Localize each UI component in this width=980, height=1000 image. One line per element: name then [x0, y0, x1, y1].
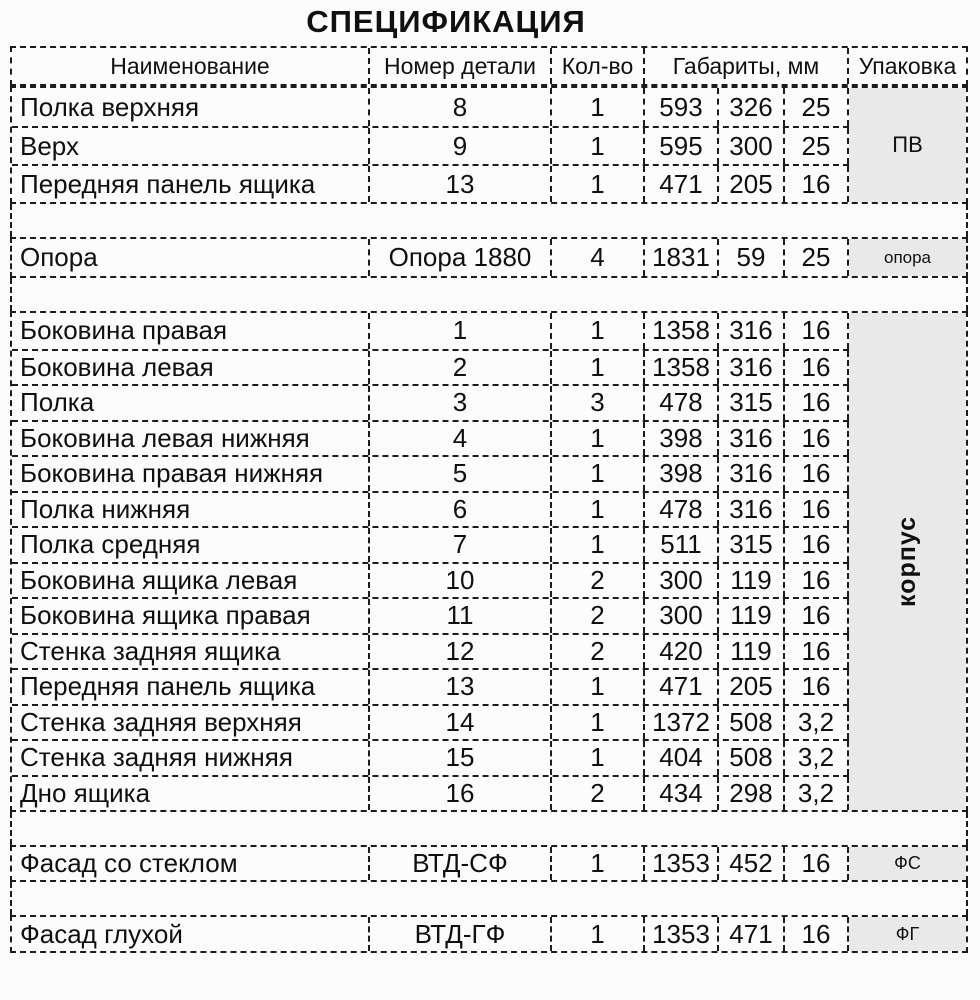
- table-row: [12, 491, 849, 527]
- cell-name: Дно ящика: [12, 777, 370, 811]
- cell-dim-length: 398: [645, 457, 719, 491]
- cell-part-number: 6: [370, 493, 552, 527]
- table-row: [12, 164, 849, 202]
- cell-dim-length: 471: [645, 166, 719, 202]
- cell-part-number: 8: [370, 88, 552, 126]
- cell-name: Боковина левая: [12, 351, 370, 385]
- cell-dim-thickness: 16: [785, 599, 849, 633]
- header-name: Наименование: [12, 48, 370, 84]
- table-row: [12, 349, 849, 385]
- cell-name: Боковина правая нижняя: [12, 457, 370, 491]
- cell-dim-length: 593: [645, 88, 719, 126]
- cell-qty: 4: [552, 239, 645, 276]
- cell-qty: 1: [552, 706, 645, 740]
- cell-qty: 1: [552, 422, 645, 456]
- specification-table: [10, 46, 968, 953]
- cell-dim-length: 511: [645, 528, 719, 562]
- cell-dim-length: 434: [645, 777, 719, 811]
- cell-name: Передняя панель ящика: [12, 166, 370, 202]
- cell-name: Полка нижняя: [12, 493, 370, 527]
- header-packaging: Упаковка: [858, 52, 957, 79]
- section-rows: [12, 313, 849, 810]
- cell-part-number: 11: [370, 599, 552, 633]
- packaging-cell-fs: ФС: [849, 847, 966, 880]
- cell-qty: 1: [552, 917, 645, 951]
- cell-dim-thickness: 16: [785, 457, 849, 491]
- cell-qty: 2: [552, 599, 645, 633]
- cell-qty: 2: [552, 564, 645, 598]
- table-row: [12, 739, 849, 775]
- cell-part-number: 13: [370, 166, 552, 202]
- cell-dim-width: 315: [719, 386, 785, 420]
- cell-dim-thickness: 16: [785, 528, 849, 562]
- cell-name: Верх: [12, 128, 370, 164]
- table-section-4: [10, 915, 968, 953]
- cell-dim-length: 1353: [645, 847, 719, 880]
- table-row: [12, 88, 849, 126]
- cell-qty: 1: [552, 313, 645, 349]
- table-row: [12, 526, 849, 562]
- table-row: [12, 313, 849, 349]
- cell-dim-length: 1372: [645, 706, 719, 740]
- cell-dim-length: 1353: [645, 917, 719, 951]
- cell-part-number: 12: [370, 635, 552, 669]
- cell-part-number: 2: [370, 351, 552, 385]
- cell-dim-thickness: 16: [785, 493, 849, 527]
- spacer-row: [10, 278, 968, 311]
- section-rows: [12, 88, 849, 202]
- cell-qty: 1: [552, 351, 645, 385]
- table-row: [12, 847, 849, 880]
- cell-dim-length: 404: [645, 741, 719, 775]
- cell-qty: 2: [552, 635, 645, 669]
- cell-dim-length: 471: [645, 670, 719, 704]
- cell-dim-length: 1358: [645, 351, 719, 385]
- cell-name: Полка средняя: [12, 528, 370, 562]
- cell-dim-width: 508: [719, 741, 785, 775]
- cell-dim-width: 205: [719, 166, 785, 202]
- cell-dim-width: 316: [719, 422, 785, 456]
- cell-qty: 1: [552, 166, 645, 202]
- cell-dim-width: 119: [719, 599, 785, 633]
- cell-dim-thickness: 3,2: [785, 741, 849, 775]
- table-row: [12, 668, 849, 704]
- cell-part-number: 14: [370, 706, 552, 740]
- cell-part-number: ВТД-ГФ: [370, 917, 552, 951]
- cell-dim-length: 478: [645, 493, 719, 527]
- cell-qty: 1: [552, 528, 645, 562]
- cell-part-number: 15: [370, 741, 552, 775]
- cell-dim-width: 315: [719, 528, 785, 562]
- table-section-3: [10, 845, 968, 882]
- cell-dim-thickness: 25: [785, 128, 849, 164]
- cell-dim-thickness: 16: [785, 847, 849, 880]
- table-row: [12, 917, 849, 951]
- cell-qty: 1: [552, 670, 645, 704]
- cell-dim-width: 316: [719, 457, 785, 491]
- page-title: СПЕЦИФИКАЦИЯ: [306, 4, 586, 39]
- cell-dim-width: 205: [719, 670, 785, 704]
- cell-dim-thickness: 16: [785, 351, 849, 385]
- cell-part-number: 7: [370, 528, 552, 562]
- header-qty: Кол-во: [552, 48, 645, 84]
- header-dimensions: Габариты, мм: [645, 48, 849, 84]
- cell-part-number: 4: [370, 422, 552, 456]
- cell-dim-thickness: 16: [785, 422, 849, 456]
- cell-dim-length: 300: [645, 564, 719, 598]
- header-part-number: Номер детали: [370, 48, 552, 84]
- cell-name: Стенка задняя ящика: [12, 635, 370, 669]
- table-section-2: [10, 311, 968, 812]
- cell-name: Передняя панель ящика: [12, 670, 370, 704]
- cell-part-number: 13: [370, 670, 552, 704]
- cell-qty: 1: [552, 88, 645, 126]
- cell-name: Боковина ящика левая: [12, 564, 370, 598]
- packaging-cell-fg: ФГ: [849, 917, 966, 951]
- cell-part-number: 10: [370, 564, 552, 598]
- section-rows: [12, 239, 849, 276]
- cell-qty: 1: [552, 741, 645, 775]
- cell-dim-thickness: 3,2: [785, 706, 849, 740]
- cell-dim-width: 119: [719, 564, 785, 598]
- cell-dim-length: 398: [645, 422, 719, 456]
- cell-name: Боковина правая: [12, 313, 370, 349]
- cell-part-number: 16: [370, 777, 552, 811]
- cell-name: Опора: [12, 239, 370, 276]
- cell-part-number: 3: [370, 386, 552, 420]
- cell-dim-thickness: 25: [785, 88, 849, 126]
- section-rows: [12, 847, 849, 880]
- cell-dim-width: 316: [719, 493, 785, 527]
- table-row: [12, 562, 849, 598]
- cell-dim-width: 508: [719, 706, 785, 740]
- cell-qty: 1: [552, 457, 645, 491]
- table-row: [12, 775, 849, 811]
- cell-name: Боковина ящика правая: [12, 599, 370, 633]
- table-header: [10, 46, 968, 86]
- cell-name: Боковина левая нижняя: [12, 422, 370, 456]
- cell-part-number: Опора 1880: [370, 239, 552, 276]
- spacer-row: [10, 204, 968, 237]
- cell-dim-width: 316: [719, 351, 785, 385]
- table-row: [12, 420, 849, 456]
- spacer-row: [10, 812, 968, 845]
- cell-part-number: 1: [370, 313, 552, 349]
- cell-dim-thickness: 16: [785, 564, 849, 598]
- cell-dim-thickness: 16: [785, 386, 849, 420]
- cell-dim-thickness: 16: [785, 313, 849, 349]
- cell-name: Полка: [12, 386, 370, 420]
- table-row: [12, 704, 849, 740]
- section-rows: [12, 917, 849, 951]
- table-row: [12, 126, 849, 164]
- cell-name: Фасад глухой: [12, 917, 370, 951]
- cell-name: Стенка задняя верхняя: [12, 706, 370, 740]
- cell-dim-thickness: 16: [785, 635, 849, 669]
- cell-part-number: 5: [370, 457, 552, 491]
- cell-qty: 2: [552, 777, 645, 811]
- cell-dim-length: 595: [645, 128, 719, 164]
- cell-dim-length: 300: [645, 599, 719, 633]
- cell-dim-thickness: 16: [785, 166, 849, 202]
- cell-dim-length: 478: [645, 386, 719, 420]
- cell-dim-thickness: 16: [785, 670, 849, 704]
- cell-dim-length: 420: [645, 635, 719, 669]
- header-rows: [12, 48, 849, 84]
- packaging-cell-pv: ПВ: [849, 88, 966, 202]
- cell-qty: 1: [552, 493, 645, 527]
- cell-name: Стенка задняя нижняя: [12, 741, 370, 775]
- cell-part-number: 9: [370, 128, 552, 164]
- table-row: [12, 239, 849, 276]
- table-section-1: [10, 237, 968, 278]
- cell-dim-width: 471: [719, 917, 785, 951]
- cell-name: Фасад со стеклом: [12, 847, 370, 880]
- packaging-cell-opora: опора: [849, 239, 966, 276]
- cell-dim-width: 452: [719, 847, 785, 880]
- cell-dim-width: 119: [719, 635, 785, 669]
- cell-qty: 3: [552, 386, 645, 420]
- cell-dim-thickness: 3,2: [785, 777, 849, 811]
- cell-dim-width: 298: [719, 777, 785, 811]
- table-row: [12, 384, 849, 420]
- cell-dim-width: 300: [719, 128, 785, 164]
- cell-dim-width: 59: [719, 239, 785, 276]
- cell-dim-thickness: 16: [785, 917, 849, 951]
- packaging-cell-korpus: корпус: [849, 313, 966, 810]
- header-row: [12, 48, 849, 84]
- cell-name: Полка верхняя: [12, 88, 370, 126]
- cell-qty: 1: [552, 847, 645, 880]
- cell-dim-width: 316: [719, 313, 785, 349]
- cell-dim-thickness: 25: [785, 239, 849, 276]
- cell-qty: 1: [552, 128, 645, 164]
- cell-dim-length: 1358: [645, 313, 719, 349]
- spacer-row: [10, 882, 968, 915]
- cell-dim-length: 1831: [645, 239, 719, 276]
- table-row: [12, 633, 849, 669]
- table-row: [12, 455, 849, 491]
- table-row: [12, 597, 849, 633]
- cell-dim-width: 326: [719, 88, 785, 126]
- cell-part-number: ВТД-СФ: [370, 847, 552, 880]
- table-section-0: [10, 86, 968, 204]
